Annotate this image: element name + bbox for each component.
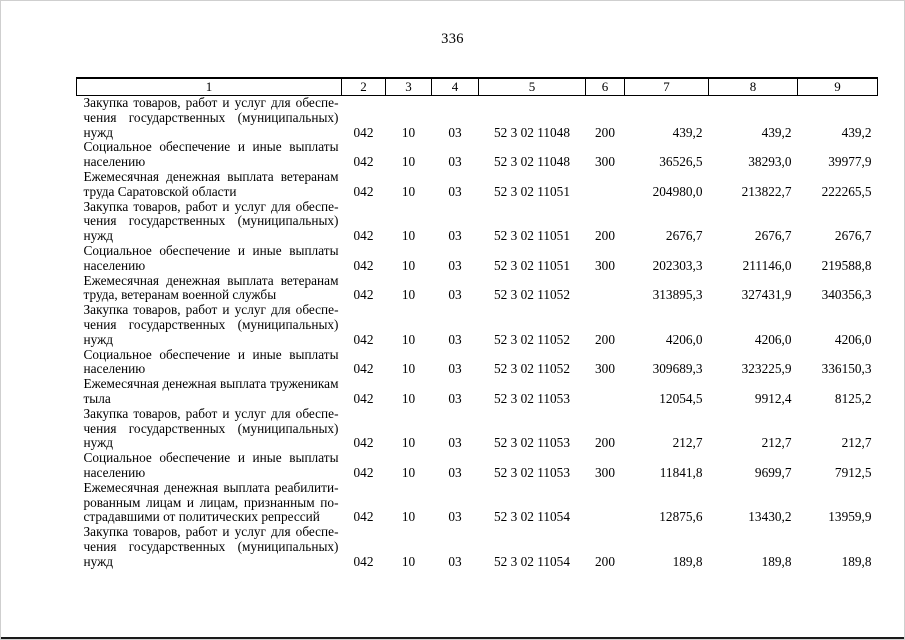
cell-amount-col9: 212,7	[841, 435, 872, 451]
expense-name-line: Закупка товаров, работ и услуг для обеспе-	[83, 198, 339, 214]
table-row	[77, 407, 878, 451]
cell-col2-code: 042	[353, 435, 374, 451]
cell-col2-code: 042	[353, 509, 374, 525]
expense-name-line: Закупка товаров, работ и услуг для обеспе-	[83, 302, 339, 318]
cell-amount-col7: 313895,3	[652, 287, 703, 303]
cell-expense-type-code	[586, 170, 625, 200]
cell-amount-col8: 211146,0	[742, 257, 792, 273]
expense-name-line: Социальное обеспечение и иные выплаты	[83, 450, 339, 466]
cell-expense-type-code: 200	[595, 124, 615, 140]
cell-target-article-code: 52 3 02 11053	[494, 390, 570, 406]
table-row	[77, 451, 878, 481]
cell-amount-col9: 13959,9	[828, 509, 872, 525]
expense-name-line: нужд	[83, 435, 114, 451]
cell-amount-col7: 439,2	[672, 124, 703, 140]
cell-target-article-code: 52 3 02 11051	[494, 183, 570, 199]
cell-col3-code: 10	[401, 228, 416, 244]
expense-name-line: Ежемесячная денежная выплата труженикам	[83, 376, 339, 392]
cell-col4-code: 03	[448, 154, 462, 170]
cell-expense-type-code	[586, 481, 625, 525]
cell-amount-col7: 309689,3	[652, 361, 703, 377]
cell-col4-code: 03	[448, 361, 462, 377]
cell-amount-col8: 323225,9	[741, 361, 792, 377]
cell-target-article-code: 52 3 02 11048	[494, 154, 570, 170]
table-body	[77, 96, 878, 570]
cell-expense-type-code: 200	[595, 331, 615, 347]
cell-amount-col8: 439,2	[761, 124, 792, 140]
cell-amount-col7: 2676,7	[665, 228, 703, 244]
cell-target-article-code: 52 3 02 11054	[494, 553, 570, 569]
cell-amount-col9: 189,8	[841, 553, 872, 569]
budget-table	[76, 77, 878, 570]
table-row	[77, 348, 878, 378]
cell-col2-code: 042	[353, 287, 374, 303]
cell-expense-name	[77, 303, 342, 347]
cell-expense-type-code: 200	[595, 553, 615, 569]
cell-expense-type-code: 300	[595, 361, 615, 377]
expense-name-line: нужд	[83, 124, 114, 140]
expense-name-line: рованным лицам и лицам, признанным по-	[83, 494, 339, 510]
expense-name-line: тыла	[83, 390, 111, 406]
cell-col4-code: 03	[448, 287, 462, 303]
expense-name-line: Социальное обеспечение и иные выплаты	[83, 139, 339, 155]
expense-name-line: Ежемесячная денежная выплата реабилити-	[83, 479, 339, 495]
cell-col4-code: 03	[448, 509, 462, 525]
table-row	[77, 200, 878, 244]
cell-expense-name	[77, 525, 342, 569]
cell-amount-col8: 213822,7	[741, 183, 792, 199]
cell-amount-col9: 439,2	[841, 124, 872, 140]
expense-name-line: труда Саратовской области	[83, 183, 237, 199]
cell-col3-code: 10	[401, 287, 416, 303]
expense-name-line: Закупка товаров, работ и услуг для обеспе-	[83, 405, 339, 421]
expense-name-line: населению	[83, 257, 146, 273]
column-header: 4	[432, 78, 479, 96]
cell-col2-code: 042	[353, 390, 374, 406]
cell-amount-col8: 212,7	[761, 435, 792, 451]
cell-amount-col7: 11841,8	[659, 464, 703, 480]
cell-col4-code: 03	[448, 435, 462, 451]
column-header: 3	[386, 78, 432, 96]
cell-col3-code: 10	[401, 553, 416, 569]
cell-target-article-code: 52 3 02 11053	[494, 464, 570, 480]
cell-col2-code: 042	[353, 154, 374, 170]
table-row	[77, 303, 878, 347]
cell-target-article-code: 52 3 02 11051	[494, 257, 570, 273]
table-row	[77, 274, 878, 304]
expense-name-line: Социальное обеспечение и иные выплаты	[83, 242, 339, 258]
table-row	[77, 96, 878, 141]
cell-amount-col9: 336150,3	[821, 361, 872, 377]
cell-col2-code: 042	[353, 331, 374, 347]
cell-amount-col8: 4206,0	[754, 331, 792, 347]
page-number: 336	[441, 31, 464, 47]
cell-col2-code: 042	[353, 553, 374, 569]
cell-amount-col7: 202303,3	[652, 257, 703, 273]
expense-name-line: страдавшими от политических репрессий	[83, 509, 320, 525]
cell-amount-col9: 2676,7	[834, 228, 872, 244]
cell-expense-name	[77, 407, 342, 451]
expense-name-line: чения государственных (муниципальных)	[83, 109, 339, 125]
cell-expense-name	[77, 170, 342, 200]
cell-expense-name	[77, 377, 342, 407]
column-header: 2	[342, 78, 386, 96]
cell-col3-code: 10	[401, 464, 416, 480]
cell-expense-name	[77, 200, 342, 244]
cell-target-article-code: 52 3 02 11052	[494, 331, 570, 347]
table-header-row	[77, 78, 878, 96]
cell-col4-code: 03	[448, 390, 462, 406]
cell-col4-code: 03	[448, 228, 462, 244]
cell-col4-code: 03	[448, 257, 462, 273]
cell-col2-code: 042	[353, 228, 374, 244]
cell-amount-col8: 189,8	[761, 553, 792, 569]
cell-expense-name	[77, 274, 342, 304]
expense-name-line: Социальное обеспечение и иные выплаты	[83, 346, 339, 362]
cell-expense-type-code: 200	[595, 435, 615, 451]
cell-target-article-code: 52 3 02 11054	[494, 509, 570, 525]
cell-col4-code: 03	[448, 464, 462, 480]
cell-expense-name	[77, 348, 342, 378]
cell-amount-col9: 222265,5	[821, 183, 872, 199]
expense-name-line: Ежемесячная денежная выплата ветеранам	[83, 168, 339, 184]
column-header: 5	[479, 78, 586, 96]
cell-col3-code: 10	[401, 509, 416, 525]
column-header: 8	[709, 78, 798, 96]
expense-name-line: труда, ветеранам военной службы	[83, 287, 277, 303]
cell-amount-col9: 39977,9	[828, 154, 872, 170]
cell-amount-col8: 13430,2	[748, 509, 792, 525]
cell-expense-name	[77, 140, 342, 170]
cell-expense-type-code: 300	[595, 464, 615, 480]
cell-expense-type-code: 200	[595, 228, 615, 244]
expense-name-line: чения государственных (муниципальных)	[83, 213, 339, 229]
cell-amount-col7: 4206,0	[665, 331, 703, 347]
cell-target-article-code: 52 3 02 11053	[494, 435, 570, 451]
cell-amount-col8: 2676,7	[754, 228, 792, 244]
expense-name-line: населению	[83, 464, 146, 480]
cell-target-article-code: 52 3 02 11052	[494, 361, 570, 377]
page-bottom-edge	[1, 637, 904, 639]
expense-name-line: чения государственных (муниципальных)	[83, 538, 339, 554]
table-row	[77, 525, 878, 569]
cell-target-article-code: 52 3 02 11051	[494, 228, 570, 244]
cell-amount-col8: 9912,4	[754, 390, 792, 406]
expense-name-line: чения государственных (муниципальных)	[83, 316, 339, 332]
cell-amount-col8: 9699,7	[754, 464, 792, 480]
cell-col2-code: 042	[353, 464, 374, 480]
cell-amount-col7: 36526,5	[659, 154, 703, 170]
cell-expense-name	[77, 451, 342, 481]
expense-name-line: населению	[83, 361, 146, 377]
expense-name-line: Закупка товаров, работ и услуг для обеспе-	[83, 95, 339, 110]
cell-expense-type-code: 300	[595, 257, 615, 273]
cell-amount-col7: 204980,0	[652, 183, 703, 199]
expense-name-line: Ежемесячная денежная выплата ветеранам	[83, 272, 339, 288]
cell-amount-col7: 189,8	[672, 553, 703, 569]
cell-col3-code: 10	[401, 390, 416, 406]
cell-expense-name	[77, 244, 342, 274]
expense-name-line: населению	[83, 154, 146, 170]
cell-amount-col7: 212,7	[672, 435, 703, 451]
expense-name-line: чения государственных (муниципальных)	[83, 420, 339, 436]
cell-amount-col9: 8125,2	[834, 390, 872, 406]
cell-col2-code: 042	[353, 183, 374, 199]
cell-col3-code: 10	[401, 124, 416, 140]
expense-name-line: нужд	[83, 553, 114, 569]
cell-col3-code: 10	[401, 435, 416, 451]
cell-col4-code: 03	[448, 553, 462, 569]
column-header: 9	[798, 78, 878, 96]
cell-col2-code: 042	[353, 257, 374, 273]
cell-amount-col8: 327431,9	[741, 287, 792, 303]
cell-amount-col8: 38293,0	[748, 154, 792, 170]
cell-expense-name	[77, 481, 342, 525]
cell-col3-code: 10	[401, 183, 416, 199]
expense-name-line: Закупка товаров, работ и услуг для обеспе-	[83, 524, 339, 540]
table-row	[77, 481, 878, 525]
cell-col4-code: 03	[448, 124, 462, 140]
table-row	[77, 140, 878, 170]
cell-amount-col9: 340356,3	[821, 287, 872, 303]
cell-col2-code: 042	[353, 361, 374, 377]
cell-amount-col9: 219588,8	[821, 257, 872, 273]
cell-expense-type-code	[586, 377, 625, 407]
cell-col3-code: 10	[401, 361, 416, 377]
cell-amount-col9: 4206,0	[834, 331, 872, 347]
table-row	[77, 377, 878, 407]
cell-amount-col7: 12875,6	[659, 509, 703, 525]
column-header: 6	[586, 78, 625, 96]
table-row	[77, 170, 878, 200]
cell-amount-col9: 7912,5	[834, 464, 872, 480]
cell-target-article-code: 52 3 02 11048	[494, 124, 570, 140]
expense-name-line: нужд	[83, 331, 114, 347]
cell-col3-code: 10	[401, 257, 416, 273]
table-header	[77, 78, 878, 96]
cell-expense-type-code: 300	[595, 154, 615, 170]
cell-expense-type-code	[586, 274, 625, 304]
cell-col3-code: 10	[401, 331, 416, 347]
cell-col3-code: 10	[401, 154, 416, 170]
cell-amount-col7: 12054,5	[659, 390, 703, 406]
cell-col4-code: 03	[448, 183, 462, 199]
expense-name-line: нужд	[83, 228, 114, 244]
table-row	[77, 244, 878, 274]
cell-col2-code: 042	[353, 124, 374, 140]
column-header: 1	[77, 78, 342, 96]
cell-col4-code: 03	[448, 331, 462, 347]
cell-expense-name	[77, 96, 342, 141]
column-header: 7	[625, 78, 709, 96]
cell-target-article-code: 52 3 02 11052	[494, 287, 570, 303]
